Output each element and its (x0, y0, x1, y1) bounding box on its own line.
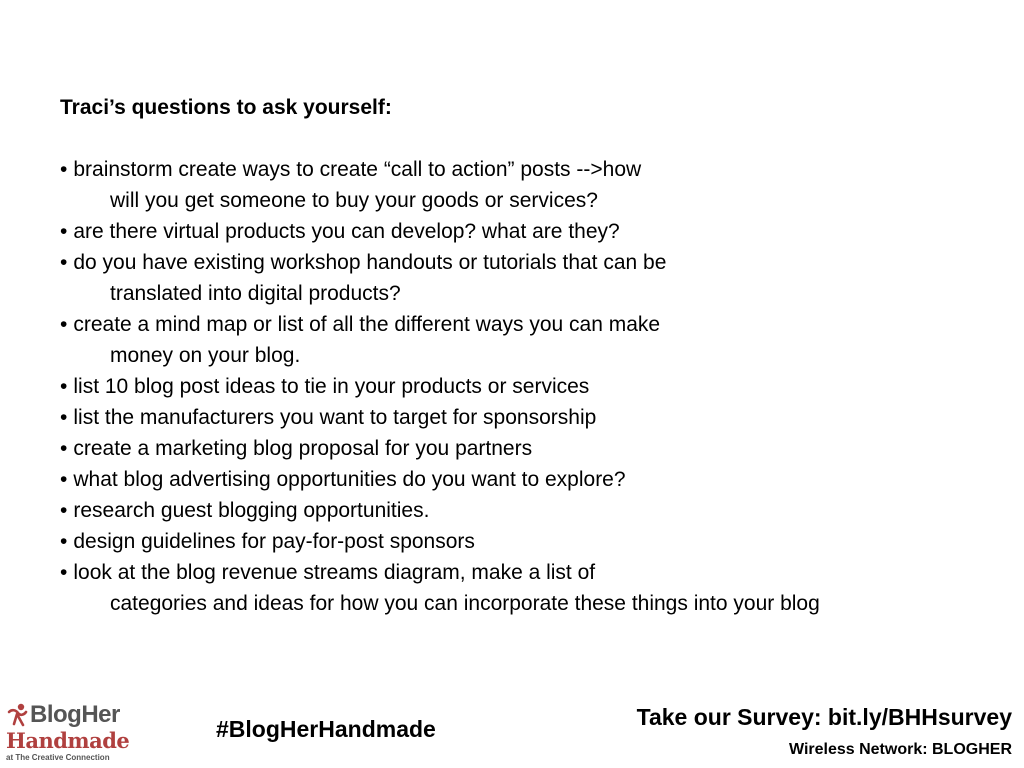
list-item-text: research guest blogging opportunities. (73, 499, 430, 522)
bullet-icon: • (60, 437, 68, 460)
bullet-icon: • (60, 158, 68, 181)
list-item-text: create a mind map or list of all the different ways you can make (73, 313, 661, 336)
slide-content (60, 92, 1000, 619)
list-item (60, 309, 1000, 371)
list-item-text: design guidelines for pay-for-post sponsors (73, 530, 475, 553)
list-item-text: what blog advertising opportunities do you want to explore? (73, 468, 626, 491)
bullet-icon: • (60, 499, 68, 522)
slide-heading: Traci’s questions to ask yourself: (60, 96, 392, 119)
bullet-icon: • (60, 220, 68, 243)
list-item-text: are there virtual products you can develop? what are they? (73, 220, 620, 243)
bullet-icon: • (60, 313, 68, 336)
list-item (60, 247, 1000, 309)
list-item-text: brainstorm create ways to create “call to action” posts -->how (73, 158, 642, 181)
list-item-text: create a marketing blog proposal for you partners (73, 437, 533, 460)
list-item-continuation: money on your blog. (110, 344, 301, 367)
bullet-icon: • (60, 468, 68, 491)
list-item (60, 402, 1000, 433)
bullet-icon: • (60, 406, 68, 429)
questions-list (60, 154, 1000, 619)
list-item-text: list 10 blog post ideas to tie in your products or services (73, 375, 590, 398)
list-item (60, 464, 1000, 495)
logo-product-text: Handmade (6, 728, 130, 753)
logo-brand-text: BlogHer (30, 701, 120, 728)
list-item-continuation: translated into digital products? (110, 282, 401, 305)
bullet-icon: • (60, 530, 68, 553)
list-item (60, 216, 1000, 247)
event-hashtag: #BlogHerHandmade (216, 716, 436, 742)
bullet-icon: • (60, 251, 68, 274)
list-item (60, 557, 1000, 619)
blogher-handmade-logo (6, 700, 141, 766)
list-item-text: do you have existing workshop handouts or tutorials that can be (73, 251, 667, 274)
list-item (60, 433, 1000, 464)
list-item-continuation: will you get someone to buy your goods or services? (110, 189, 598, 212)
list-item-text: look at the blog revenue streams diagram, make a list of (73, 561, 596, 584)
list-item-continuation: categories and ideas for how you can incorporate these things into your blog (110, 592, 820, 615)
list-item-text: list the manufacturers you want to target for sponsorship (73, 406, 597, 429)
survey-link-text: Take our Survey: bit.ly/BHHsurvey (636, 704, 1012, 730)
bullet-icon: • (60, 561, 68, 584)
bullet-icon: • (60, 375, 68, 398)
wireless-network-text: Wireless Network: BLOGHER (788, 741, 1012, 758)
list-item (60, 371, 1000, 402)
blogher-figure-icon (6, 702, 28, 728)
list-item (60, 495, 1000, 526)
logo-tagline: at The Creative Connection (6, 753, 110, 762)
list-item (60, 154, 1000, 216)
list-item (60, 526, 1000, 557)
